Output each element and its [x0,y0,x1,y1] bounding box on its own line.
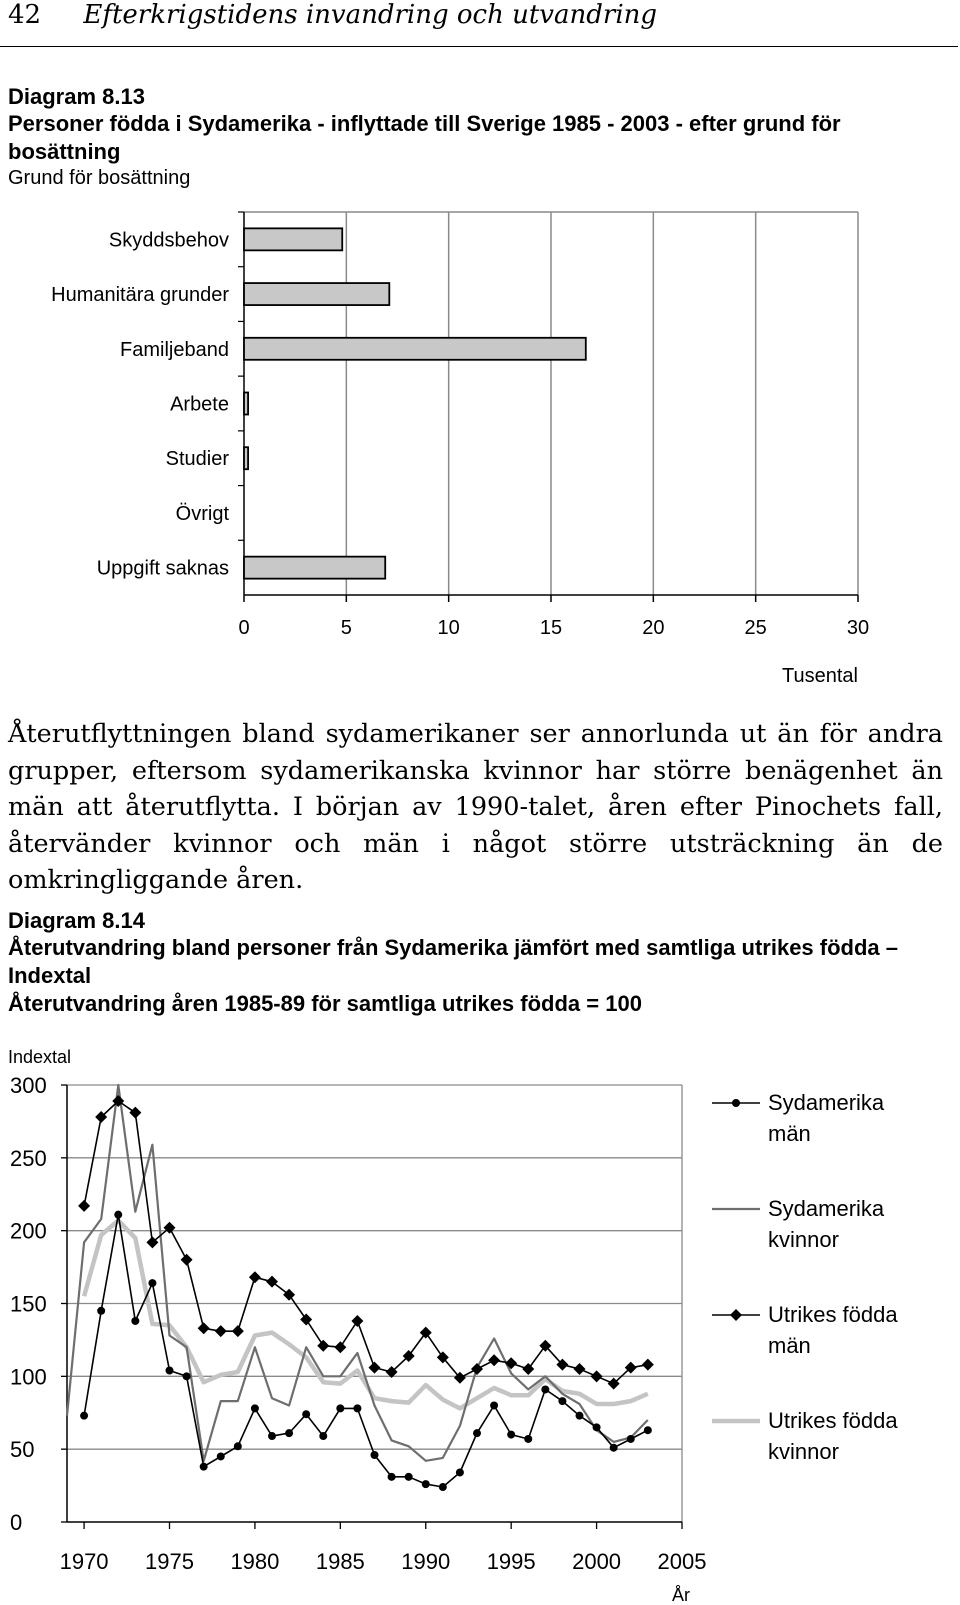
data-point [574,1363,586,1375]
series-line [84,1221,648,1409]
data-point [732,1099,740,1107]
data-point [183,1372,191,1380]
bar-chart [0,0,960,700]
running-head-title: Efterkrigstidens invandring och utvandring [83,0,658,30]
x-tick-label: 30 [846,617,870,639]
x-tick-label: 1990 [401,1549,451,1574]
bar [244,228,342,250]
data-point [422,1480,430,1488]
y-tick-label: 200 [10,1218,47,1244]
category-label: Arbete [170,393,229,416]
x-tick-label: 1980 [230,1549,280,1574]
x-tick-label: 10 [437,617,460,639]
category-label: Humanitära grunder [51,284,229,307]
data-point [131,1317,139,1325]
category-label: Uppgift saknas [96,557,229,580]
x-tick-label: 1970 [59,1549,109,1574]
x-tick-label: 5 [340,617,352,639]
data-point [251,1404,259,1412]
bar [244,557,385,579]
data-point [268,1432,276,1440]
data-point [78,1200,90,1212]
series-line [84,1101,648,1384]
data-point [405,1473,413,1481]
data-point [249,1271,261,1283]
data-point [164,1222,176,1234]
data-point [129,1107,141,1119]
data-point [420,1327,432,1339]
y-tick-label: 150 [10,1291,47,1317]
legend-label: Sydamerika kvinnor [768,1196,885,1252]
data-point [232,1325,244,1337]
series-line [67,1085,648,1461]
data-point [403,1350,415,1362]
data-point [266,1276,278,1288]
x-tick-label: 0 [238,617,250,639]
data-point [283,1289,295,1301]
data-point [507,1431,515,1439]
data-point [317,1340,329,1352]
data-point [524,1435,532,1443]
data-point [388,1473,396,1481]
bar [244,447,248,469]
x-tick-label: 1995 [486,1549,536,1574]
data-point [215,1325,227,1337]
data-point [114,1211,122,1219]
series-line [84,1215,648,1487]
y-tick-label: 50 [10,1437,35,1463]
diagram1-subtitle: Grund för bosättning [8,167,191,189]
data-point [591,1370,603,1382]
data-point [285,1429,293,1437]
data-point [556,1359,568,1371]
x-axis-title: År [672,1585,690,1605]
data-point [148,1279,156,1287]
x-tick-label: 2005 [657,1549,707,1574]
data-point [80,1412,88,1420]
bar [244,338,586,360]
data-point [625,1362,637,1374]
data-point [456,1468,464,1476]
data-point [522,1363,534,1375]
data-point [488,1354,500,1366]
data-point [642,1359,654,1371]
legend-label: Utrikes födda män [768,1302,898,1358]
legend-label: Utrikes födda kvinnor [768,1408,898,1464]
category-label: Familjeband [120,338,229,361]
data-point [353,1404,361,1412]
legend-label: Sydamerika män [768,1090,885,1146]
data-point [95,1111,107,1123]
x-tick-label: 1985 [315,1549,365,1574]
data-point [593,1423,601,1431]
diagram2-subtitle: Återutvandring åren 1985-89 för samtliga utrikes födda = 100 [8,991,642,1016]
data-point [454,1372,466,1384]
data-point [437,1351,449,1363]
diagram1-label: Diagram 8.13 [8,84,145,109]
data-point [112,1095,124,1107]
data-point [439,1483,447,1491]
page-number: 42 [8,0,42,30]
bar [244,393,248,415]
data-point [627,1435,635,1443]
data-point [334,1341,346,1353]
data-point [505,1357,517,1369]
data-point [200,1463,208,1471]
x-tick-label: 1975 [145,1549,194,1574]
data-point [302,1410,310,1418]
data-point [371,1451,379,1459]
x-tick-label: 15 [539,617,563,639]
data-point [351,1315,363,1327]
data-point [369,1362,381,1374]
data-point [386,1366,398,1378]
data-point [146,1236,158,1248]
x-tick-label: 25 [744,617,767,639]
data-point [217,1452,225,1460]
y-tick-label: 250 [10,1145,47,1171]
diagram2-title: Återutvandring bland personer från Sydamerika jämfört med samtliga utrikes födda – Indextal [8,935,899,988]
data-point [473,1429,481,1437]
data-point [319,1432,327,1440]
category-label: Studier [165,448,229,471]
y-tick-label: 300 [10,1073,47,1098]
data-point [336,1404,344,1412]
x-axis-title: Tusental [782,665,858,687]
data-point [166,1367,174,1375]
bar [244,283,389,305]
x-tick-label: 2000 [572,1549,622,1574]
data-point [471,1363,483,1375]
diagram2-label: Diagram 8.14 [8,908,145,933]
y-tick-label: 0 [10,1510,23,1535]
category-label: Skyddsbehov [108,229,229,252]
data-point [610,1444,618,1452]
data-point [97,1307,105,1315]
diagram1-title: Personer födda i Sydamerika - inflyttade till Sverige 1985 - 2003 - efter grund för bosättning [8,111,841,164]
data-point [539,1340,551,1352]
data-point [198,1322,210,1334]
data-point [730,1309,742,1321]
y-axis-title: Indextal [8,1047,72,1067]
data-point [181,1254,193,1266]
x-tick-label: 20 [642,617,665,639]
y-tick-label: 100 [10,1364,47,1390]
data-point [608,1378,620,1390]
data-point [300,1314,312,1326]
category-label: Övrigt [175,502,229,525]
data-point [558,1397,566,1405]
data-point [234,1442,242,1450]
data-point [644,1426,652,1434]
data-point [490,1401,498,1409]
data-point [576,1412,584,1420]
body-paragraph: Återutflyttningen bland sydamerikaner ser annorlunda ut än för andra grupper, eftersom sydamerikanska kvinnor har större benägenhet än män att återutflytta. I början av 1990-talet, åren efter Pinochets fall, återvänder kvinnor och män i något större utsträckning än de omkringliggande åren. [8,719,943,895]
data-point [541,1385,549,1393]
